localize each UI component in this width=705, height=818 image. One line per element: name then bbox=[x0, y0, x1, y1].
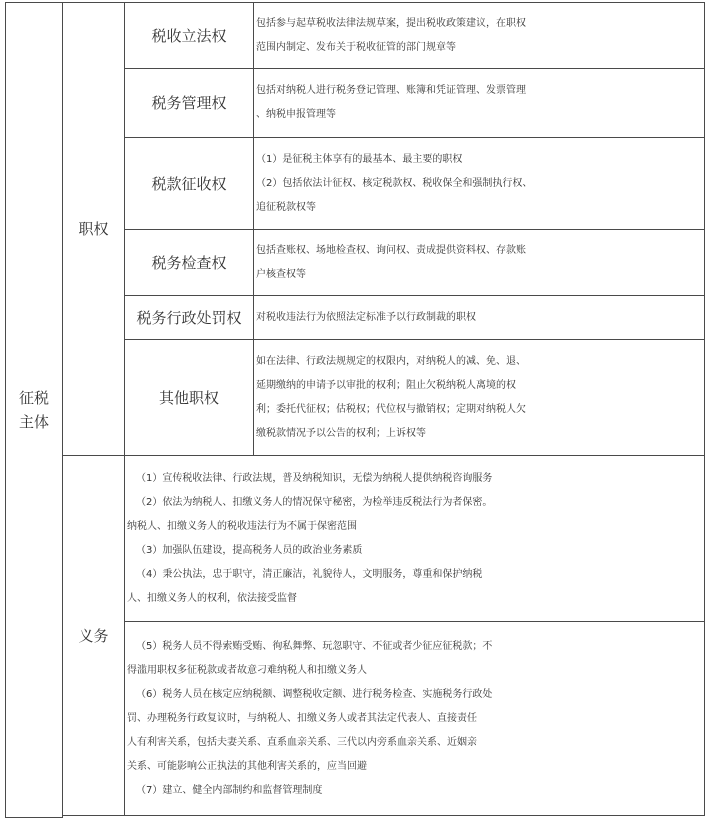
duty-line: 人、扣缴义务人的权利，依法接受监督 bbox=[127, 592, 297, 604]
duty-line: 关系、可能影响公正执法的其他利害关系的，应当回避 bbox=[127, 760, 367, 772]
duties-block bbox=[124, 621, 705, 816]
duty-line: 人有利害关系，包括夫妻关系、直系血亲关系、三代以内旁系血亲关系、近姻亲 bbox=[127, 736, 477, 748]
description-line: 利；委托代征权；估税权；代位权与撤销权；定期对纳税人欠 bbox=[256, 403, 526, 415]
subject-label-line: 征税 bbox=[18, 389, 49, 407]
duty-line: 纳税人、扣缴义务人的税收违法行为不属于保密范围 bbox=[127, 520, 357, 532]
description-line: 包括查账权、场地检查权、询问权、责成提供资料权、存款账 bbox=[256, 244, 526, 256]
power-name: 税收立法权 bbox=[151, 26, 227, 45]
power-name: 税务检查权 bbox=[151, 253, 227, 272]
power-name-cell bbox=[124, 295, 254, 340]
duty-line: （6）税务人员在核定应纳税额、调整税收定额、进行税务检查、实施税务行政处 bbox=[136, 688, 493, 700]
power-name-cell bbox=[124, 137, 254, 230]
power-name: 税务管理权 bbox=[151, 94, 227, 112]
description-line: 户核查权等 bbox=[256, 268, 306, 280]
duty-line: （1）宣传税收法律、行政法规，普及纳税知识，无偿为纳税人提供纳税咨询服务 bbox=[136, 472, 493, 484]
power-description-cell bbox=[253, 68, 705, 138]
duty-line: （7）建立、健全内部制约和监督管理制度 bbox=[136, 784, 323, 796]
description-line: （2）包括依法计征权、核定税款权、税收保全和强制执行权、 bbox=[256, 177, 533, 189]
power-name-cell bbox=[124, 2, 254, 69]
description-line: 追征税款权等 bbox=[256, 201, 316, 213]
duty-line: （3）加强队伍建设，提高税务人员的政治业务素质 bbox=[136, 544, 363, 556]
duty-line: 罚、办理税务行政复议时，与纳税人、扣缴义务人或者其法定代表人、直接责任 bbox=[127, 712, 477, 724]
duty-line: （2）依法为纳税人、扣缴义务人的情况保守秘密，为检举违反税法行为者保密。 bbox=[136, 496, 493, 508]
description-line: 对税收违法行为依照法定标准予以行政制裁的职权 bbox=[256, 311, 476, 323]
description-line: 包括对纳税人进行税务登记管理、账簿和凭证管理、发票管理 bbox=[256, 85, 526, 96]
duty-line: 得滥用职权多征税款或者故意刁难纳税人和扣缴义务人 bbox=[127, 664, 367, 676]
description-line: 包括参与起草税收法律法规草案，提出税收政策建议，在职权 bbox=[256, 17, 526, 29]
subject-label-line: 主体 bbox=[18, 413, 49, 431]
powers-label-cell bbox=[62, 2, 125, 456]
description-line: 、纳税申报管理等 bbox=[256, 109, 336, 120]
power-description-cell bbox=[253, 137, 705, 230]
description-line: 延期缴纳的申请予以审批的权利；阻止欠税纳税人离境的权 bbox=[256, 379, 516, 391]
duties-block bbox=[124, 455, 705, 622]
power-description-cell bbox=[253, 2, 705, 69]
description-line: （1）是征税主体享有的最基本、最主要的职权 bbox=[256, 153, 463, 165]
duty-line: （5）税务人员不得索贿受贿、徇私舞弊、玩忽职守、不征或者少征应征税款；不 bbox=[136, 640, 493, 652]
power-name: 税务行政处罚权 bbox=[136, 308, 242, 327]
subject-cell bbox=[5, 2, 63, 818]
power-name-cell bbox=[124, 68, 254, 138]
description-line: 缴税款情况予以公告的权利；上诉权等 bbox=[256, 427, 426, 439]
power-name: 其他职权 bbox=[158, 388, 219, 407]
power-name: 税款征收权 bbox=[151, 174, 227, 193]
power-name-cell bbox=[124, 229, 254, 296]
duties-label-cell bbox=[62, 455, 125, 816]
power-description-cell bbox=[253, 295, 705, 340]
description-line: 如在法律、行政法规规定的权限内，对纳税人的减、免、退、 bbox=[256, 355, 526, 367]
duties-label: 义务 bbox=[78, 626, 109, 645]
description-line: 范围内制定、发布关于税收征管的部门规章等 bbox=[256, 41, 456, 53]
power-description-cell bbox=[253, 339, 705, 456]
duty-line: （4）秉公执法，忠于职守，清正廉洁，礼貌待人，文明服务，尊重和保护纳税 bbox=[136, 568, 483, 580]
power-name-cell bbox=[124, 339, 254, 456]
power-description-cell bbox=[253, 229, 705, 296]
powers-label: 职权 bbox=[78, 220, 109, 238]
